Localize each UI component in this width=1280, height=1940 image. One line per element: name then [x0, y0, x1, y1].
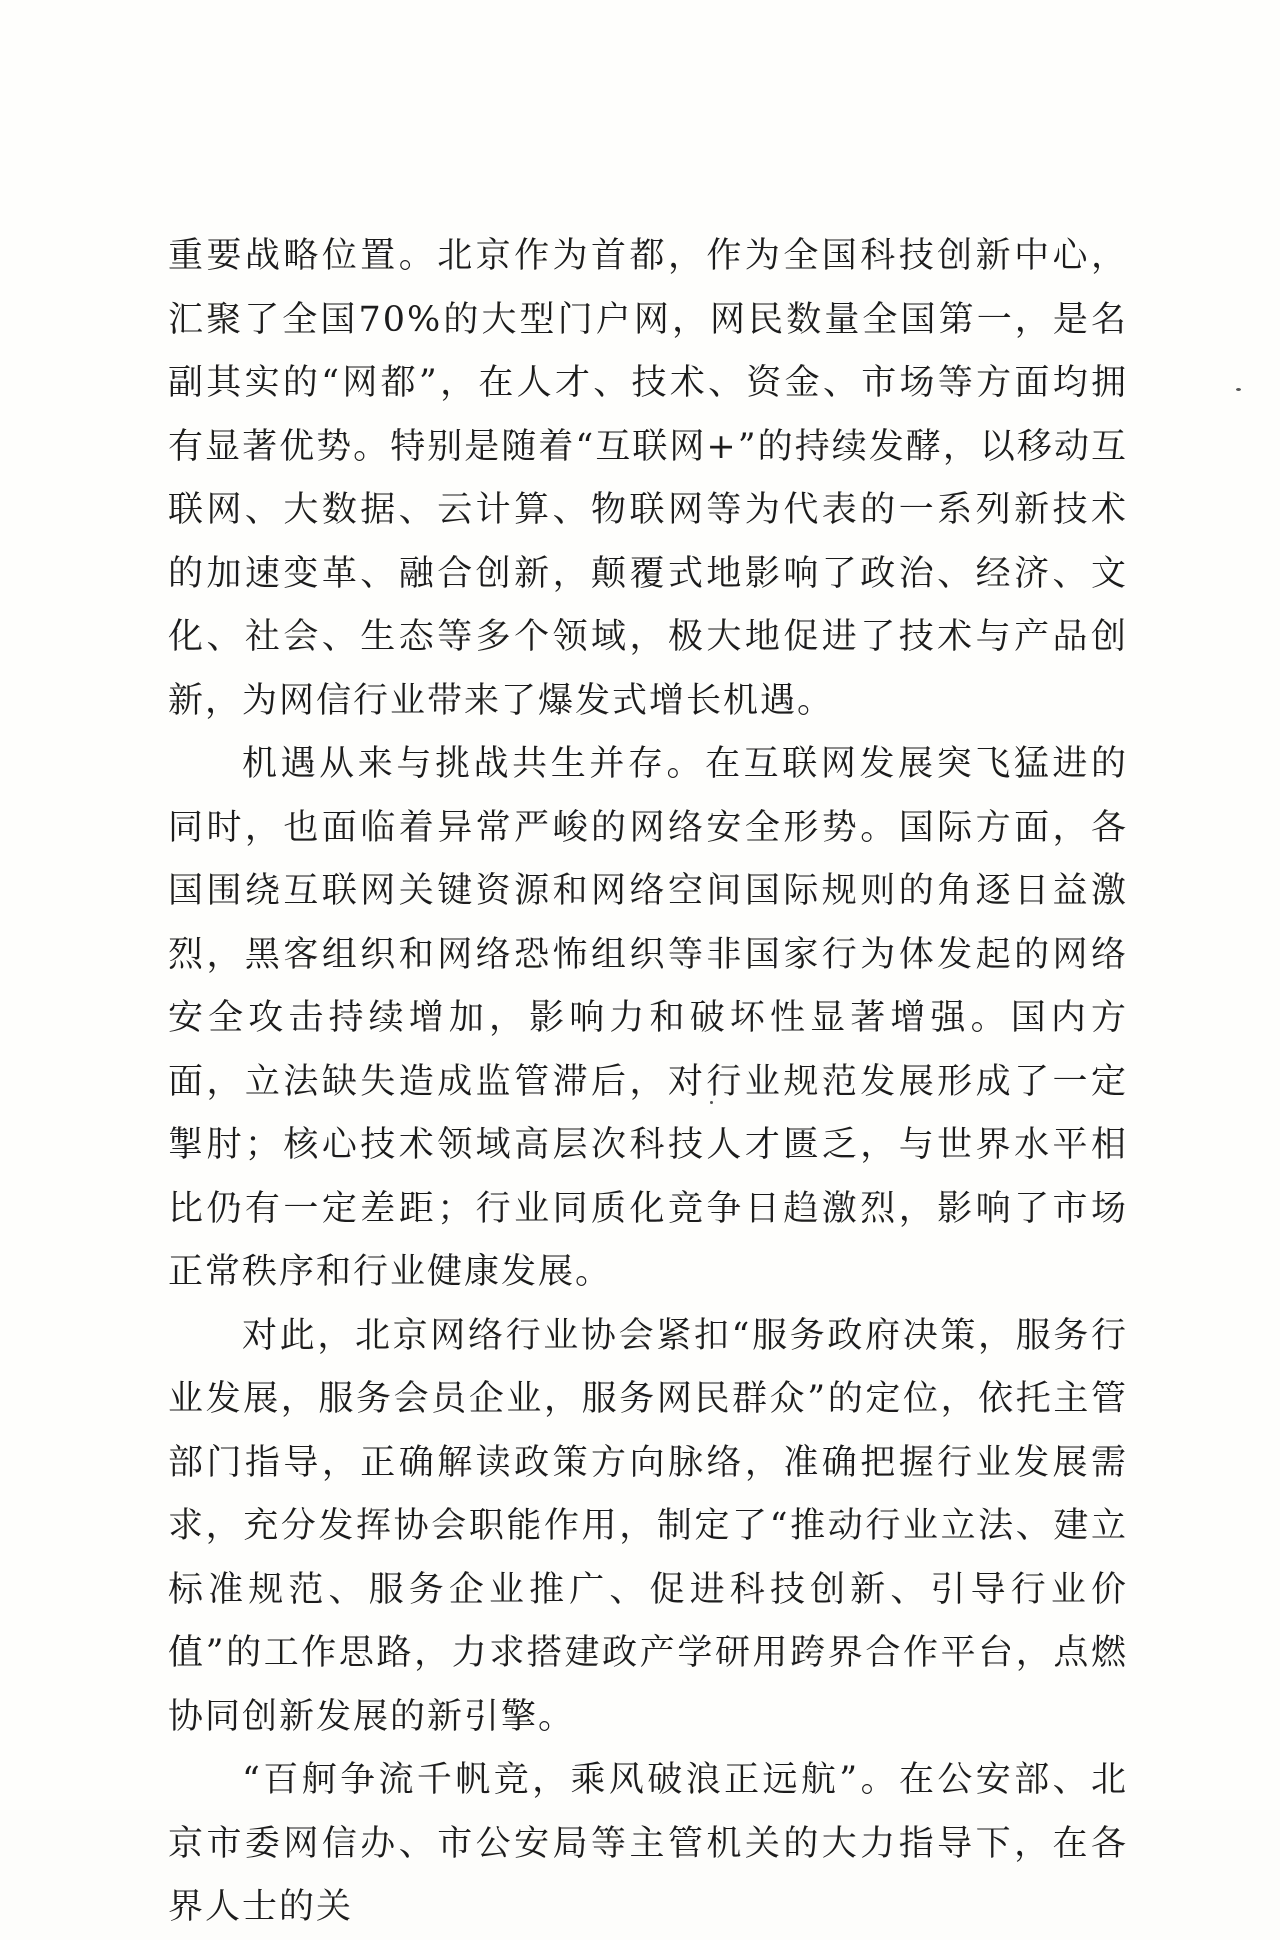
- scan-speck: [710, 1101, 713, 1104]
- paragraph-2: 机遇从来与挑战共生并存。在互联网发展突飞猛进的同时，也面临着异常严峻的网络安全形势。国际方面，各国围绕互联网关键资源和网络空间国际规则的角逐日益激烈，黑客组织和网络恐怖组织等非国家行为体发起的网络安全攻击持续增加，影响力和破坏性显著增强。国内方面，立法缺失造成监管滞后，对行业规范发展形成了一定掣肘；核心技术领域高层次科技人才匮乏，与世界水平相比仍有一定差距；行业同质化竞争日趋激烈，影响了市场正常秩序和行业健康发展。: [168, 744, 1128, 1292]
- paragraph-3: 对此，北京网络行业协会紧扣“服务政府决策，服务行业发展，服务会员企业，服务网民群众”的定位，依托主管部门指导，正确解读政策方向脉络，准确把握行业发展需求，充分发挥协会职能作用，制定了“推动行业立法、建立标准规范、服务企业推广、促进科技创新、引导行业价值”的工作思路，力求搭建政产学研用跨界合作平台，点燃协同创新发展的新引擎。: [168, 1315, 1128, 1737]
- body-text: [168, 225, 1128, 1940]
- paragraph-1: 重要战略位置。北京作为首都，作为全国科技创新中心，汇聚了全国70%的大型门户网，网民数量全国第一，是名副其实的“网都”，在人才、技术、资金、市场等方面均拥有显著优势。特别是随着“互联网+”的持续发酵，以移动互联网、大数据、云计算、物联网等为代表的一系列新技术的加速变革、融合创新，颠覆式地影响了政治、经济、文化、社会、生态等多个领域，极大地促进了技术与产品创新，为网信行业带来了爆发式增长机遇。: [168, 236, 1128, 721]
- scan-speck: [1236, 388, 1241, 391]
- paragraph-4: “百舸争流千帆竞，乘风破浪正远航”。在公安部、北京市委网信办、市公安局等主管机关的大力指导下，在各界人士的关: [168, 1760, 1128, 1927]
